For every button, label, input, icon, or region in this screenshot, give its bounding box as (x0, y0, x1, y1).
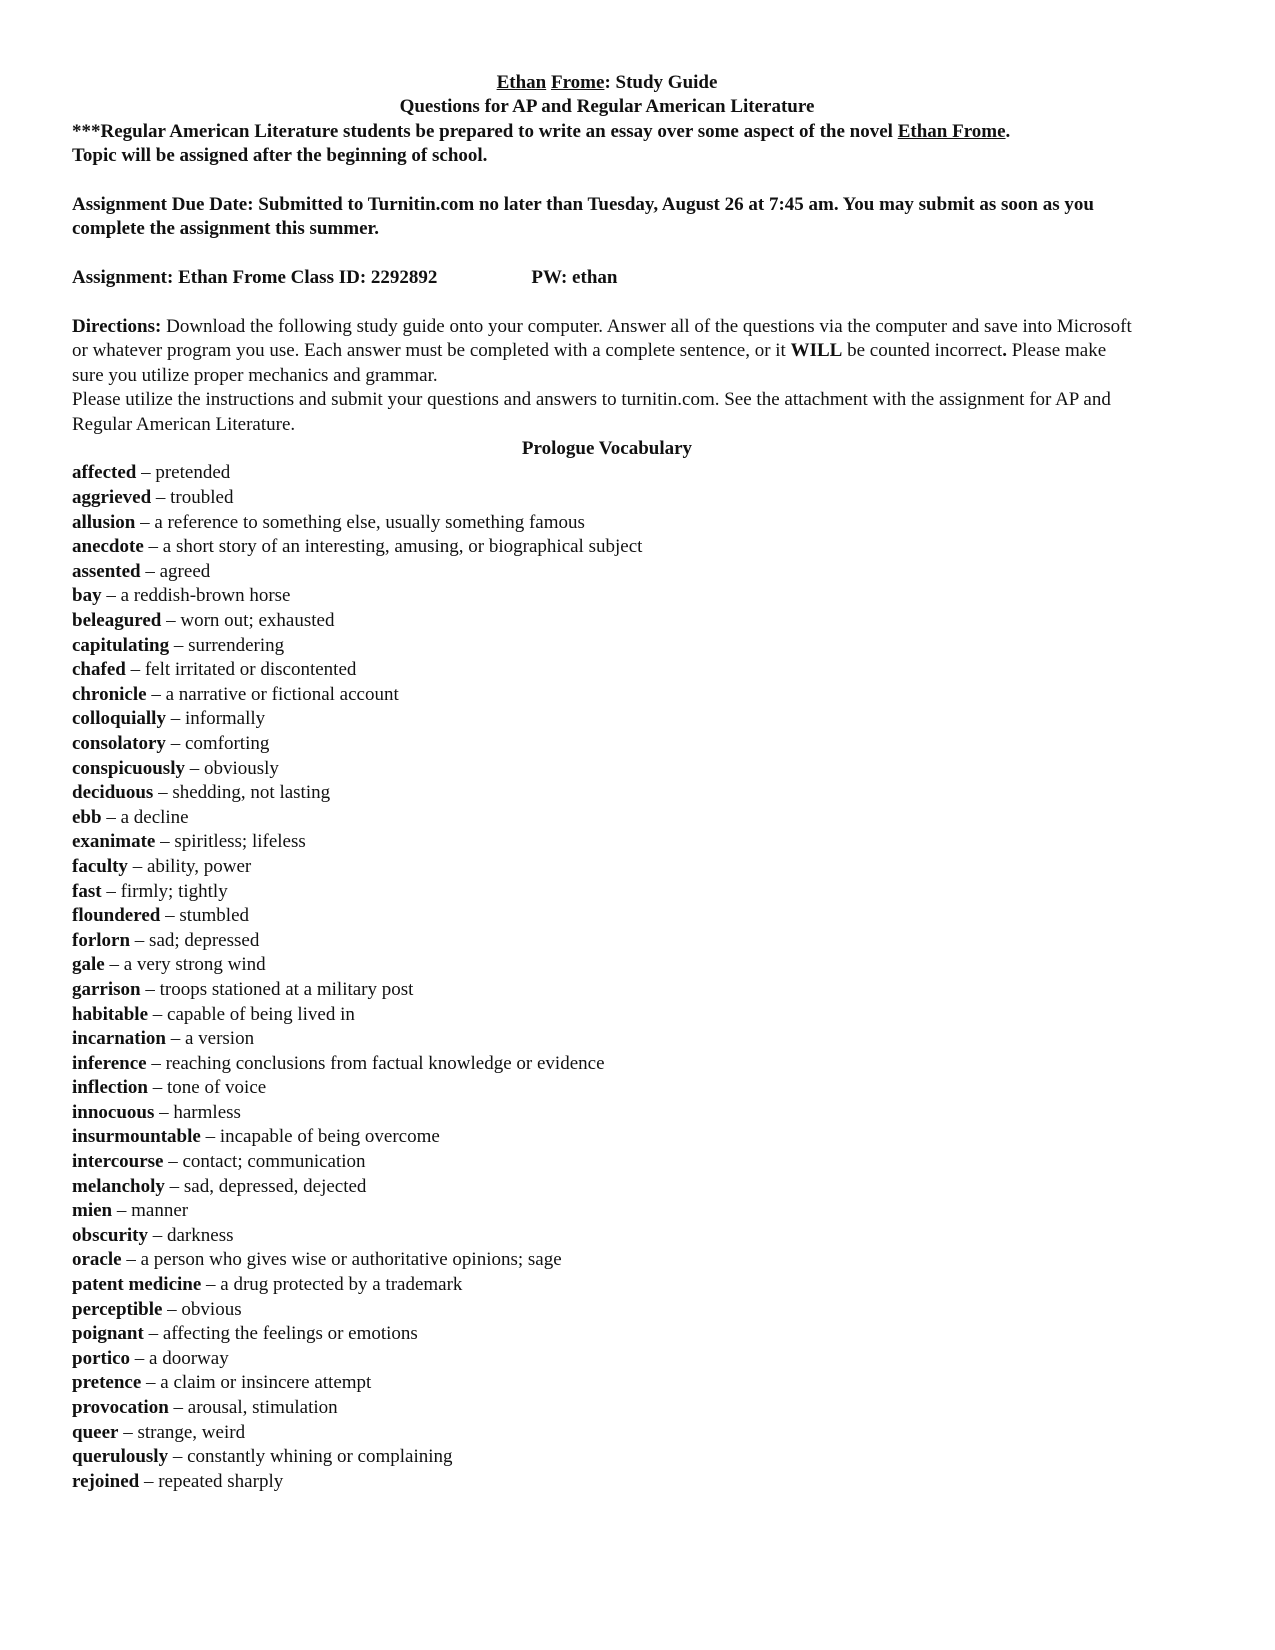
vocab-definition: felt irritated or discontented (144, 659, 357, 681)
vocab-definition: a short story of an interesting, amusing, or biographical subject (162, 536, 643, 558)
vocab-item (72, 609, 1142, 634)
vocab-item (72, 461, 1142, 486)
directions-label: Directions: (72, 316, 162, 338)
vocab-definition: obviously (203, 757, 279, 779)
vocab-word: gale (72, 954, 105, 976)
vocab-definition: shedding, not lasting (172, 782, 331, 804)
vocab-definition: strange, weird (137, 1421, 246, 1443)
vocab-word: oracle (72, 1249, 122, 1271)
vocab-dash: – (101, 585, 121, 607)
vocab-definition: obvious (181, 1298, 242, 1320)
vocab-definition: a narrative or fictional account (165, 683, 399, 705)
vocab-word: conspicuously (72, 757, 185, 779)
vocab-dash: – (139, 1470, 159, 1492)
vocab-definition: ability, power (146, 855, 252, 877)
title-book-word-1: Ethan (496, 72, 547, 93)
vocab-definition: troubled (170, 487, 234, 509)
vocab-dash: – (141, 1372, 161, 1394)
vocab-word: incarnation (72, 1028, 166, 1050)
regular-lit-note (72, 120, 1142, 169)
vocab-definition: informally (184, 708, 266, 730)
vocab-item (72, 1125, 1142, 1150)
vocab-definition: a version (184, 1028, 255, 1050)
vocab-item (72, 1421, 1142, 1446)
vocab-word: inference (72, 1052, 147, 1074)
vocab-item (72, 486, 1142, 511)
directions-will: WILL (790, 340, 843, 362)
vocab-dash: – (165, 732, 185, 754)
vocab-definition: constantly whining or complaining (187, 1446, 453, 1468)
vocab-item (72, 1101, 1142, 1126)
vocab-dash: – (155, 831, 175, 853)
vocab-definition: affecting the feelings or emotions (162, 1323, 418, 1345)
vocab-item (72, 1298, 1142, 1323)
assignment-password: PW: ethan (531, 267, 618, 289)
vocab-definition: pretended (155, 462, 231, 484)
vocab-dash: – (143, 536, 163, 558)
vocab-item (72, 806, 1142, 831)
vocab-item (72, 1445, 1142, 1470)
vocab-dash: – (143, 1323, 163, 1345)
vocab-dash: – (121, 1249, 141, 1271)
vocab-dash: – (112, 1200, 132, 1222)
vocab-dash: – (104, 954, 124, 976)
vocab-definition: a person who gives wise or authoritative opinions; sage (140, 1249, 562, 1271)
assignment-info (72, 266, 1142, 290)
vocab-item (72, 1003, 1142, 1028)
vocab-dash: – (169, 634, 189, 656)
directions-text-4: Please utilize the instructions and submit your questions and answers to turnitin.com. See the attachment with the assignment for AP and Regular American Literature. (72, 389, 1111, 435)
title-book-word-2: Frome (550, 72, 605, 93)
vocab-item (72, 1371, 1142, 1396)
vocab-dash: – (160, 905, 180, 927)
vocab-word: assented (72, 560, 141, 582)
vocab-definition: a reddish-brown horse (120, 585, 291, 607)
vocab-dash: – (101, 880, 121, 902)
vocab-item (72, 855, 1142, 880)
vocab-dash: – (148, 1224, 167, 1246)
vocab-item (72, 1150, 1142, 1175)
vocab-dash: – (127, 855, 147, 877)
vocab-definition: worn out; exhausted (180, 610, 335, 632)
vocab-word: rejoined (72, 1470, 140, 1492)
vocab-item (72, 1273, 1142, 1298)
vocab-word: chronicle (72, 683, 147, 705)
vocab-item (72, 830, 1142, 855)
vocab-item (72, 1076, 1142, 1101)
vocab-dash: – (130, 1347, 150, 1369)
vocab-word: forlorn (72, 929, 131, 951)
vocab-word: perceptible (72, 1298, 163, 1320)
vocab-word: exanimate (72, 831, 156, 853)
directions-text-1: Download the following study guide onto your computer. Answer all of the questions via the computer and save into Microsoft or whatever program you use. Each answer must be completed with a complete sentence, or it (72, 316, 1132, 362)
vocab-word: inflection (72, 1077, 148, 1099)
vocab-dash: – (163, 1151, 183, 1173)
vocab-dash: – (154, 1101, 174, 1123)
vocab-dash: – (130, 929, 150, 951)
vocab-item (72, 978, 1142, 1003)
vocab-word: innocuous (72, 1101, 155, 1123)
document-title (72, 71, 1142, 95)
document-page (72, 71, 1142, 1494)
vocab-definition: agreed (159, 560, 211, 582)
vocab-dash: – (201, 1274, 221, 1296)
note-line2: Topic will be assigned after the beginning of school. (72, 145, 488, 167)
vocab-definition: comforting (184, 732, 270, 754)
vocab-dash: – (161, 610, 181, 632)
vocab-item (72, 584, 1142, 609)
vocab-dash: – (153, 782, 173, 804)
vocab-definition: spiritless; lifeless (174, 831, 306, 853)
due-date (72, 193, 1142, 242)
vocab-definition: sad, depressed, dejected (183, 1175, 367, 1197)
note-book-title: Ethan Frome (897, 120, 1006, 142)
note-text: ***Regular American Literature students be prepared to write an essay over some aspect of the novel (72, 120, 898, 142)
vocab-definition: capable of being lived in (167, 1003, 355, 1025)
assignment-label: Assignment: Ethan Frome Class ID: 2292892 (72, 267, 438, 289)
vocab-word: pretence (72, 1372, 142, 1394)
vocab-definition: incapable of being overcome (219, 1126, 440, 1148)
vocab-item (72, 1470, 1142, 1495)
vocab-word: deciduous (72, 782, 154, 804)
vocab-word: intercourse (72, 1151, 164, 1173)
vocab-item (72, 658, 1142, 683)
document-subtitle (72, 95, 1142, 119)
vocab-word: chafed (72, 659, 126, 681)
vocab-dash: – (140, 978, 160, 1000)
vocab-item (72, 781, 1142, 806)
vocab-item (72, 880, 1142, 905)
vocab-dash: – (168, 1446, 188, 1468)
vocab-word: poignant (72, 1323, 144, 1345)
vocab-word: habitable (72, 1003, 149, 1025)
vocab-definition: sad; depressed (149, 929, 260, 951)
vocab-item (72, 707, 1142, 732)
vocab-dash: – (146, 1052, 166, 1074)
directions-text-2: be counted incorrect (842, 340, 1003, 362)
vocab-definition: a doorway (149, 1347, 229, 1369)
vocab-dash: – (148, 1077, 167, 1099)
vocab-definition: firmly; tightly (120, 880, 228, 902)
vocab-item (72, 1322, 1142, 1347)
vocab-item (72, 1199, 1142, 1224)
vocab-word: colloquially (72, 708, 166, 730)
vocab-item (72, 929, 1142, 954)
vocab-word: patent medicine (72, 1274, 202, 1296)
directions-period: . (1002, 340, 1007, 362)
vocab-item (72, 683, 1142, 708)
vocab-word: provocation (72, 1397, 169, 1419)
vocab-item (72, 1224, 1142, 1249)
vocab-word: melancholy (72, 1175, 165, 1197)
vocab-dash: – (101, 806, 121, 828)
vocab-definition: a claim or insincere attempt (160, 1372, 372, 1394)
vocab-word: portico (72, 1347, 131, 1369)
vocab-word: ebb (72, 806, 102, 828)
vocab-dash: – (140, 560, 160, 582)
vocab-definition: manner (131, 1200, 189, 1222)
vocab-word: floundered (72, 905, 161, 927)
vocab-word: allusion (72, 511, 136, 533)
vocab-item (72, 1175, 1142, 1200)
vocab-definition: darkness (167, 1224, 234, 1246)
vocab-definition: a drug protected by a trademark (220, 1274, 463, 1296)
vocab-word: consolatory (72, 732, 166, 754)
vocab-word: garrison (72, 978, 141, 1000)
vocab-item (72, 732, 1142, 757)
vocab-definition: troops stationed at a military post (159, 978, 414, 1000)
vocab-definition: arousal, stimulation (187, 1397, 338, 1419)
vocab-definition: contact; communication (182, 1151, 366, 1173)
vocab-definition: a decline (120, 806, 189, 828)
vocab-definition: reaching conclusions from factual knowledge or evidence (165, 1052, 605, 1074)
vocab-definition: tone of voice (167, 1077, 267, 1099)
vocab-item (72, 1027, 1142, 1052)
vocab-definition: a very strong wind (123, 954, 266, 976)
vocab-word: mien (72, 1200, 113, 1222)
vocab-word: faculty (72, 855, 128, 877)
vocab-definition: stumbled (179, 905, 250, 927)
vocab-dash: – (118, 1421, 138, 1443)
vocab-dash: – (184, 757, 204, 779)
vocab-item (72, 1052, 1142, 1077)
vocab-heading (72, 437, 1142, 461)
vocab-definition: a reference to something else, usually something famous (154, 511, 585, 533)
vocab-dash: – (164, 1175, 184, 1197)
vocab-word: insurmountable (72, 1126, 201, 1148)
due-date-text: Assignment Due Date: Submitted to Turnitin.com no later than Tuesday, August 26 at 7:45 am. You may submit as soon as you complete the assignment this summer. (72, 194, 1094, 240)
vocab-dash: – (125, 659, 145, 681)
vocab-item (72, 1396, 1142, 1421)
vocab-item (72, 953, 1142, 978)
vocab-item (72, 757, 1142, 782)
vocab-dash: – (165, 1028, 185, 1050)
vocab-word: capitulating (72, 634, 170, 656)
vocab-heading-text: Prologue Vocabulary (521, 438, 693, 460)
vocab-word: aggrieved (72, 487, 152, 509)
directions (72, 315, 1142, 437)
vocab-word: fast (72, 880, 102, 902)
vocab-word: obscurity (72, 1224, 148, 1246)
vocab-dash: – (165, 708, 185, 730)
vocab-dash: – (146, 683, 166, 705)
vocab-item (72, 535, 1142, 560)
vocab-word: bay (72, 585, 102, 607)
vocab-dash: – (168, 1397, 188, 1419)
title-rest: : Study Guide (604, 72, 718, 93)
vocab-dash: – (135, 511, 155, 533)
vocab-item (72, 904, 1142, 929)
vocab-definition: surrendering (188, 634, 285, 656)
vocab-item (72, 1347, 1142, 1372)
directions-text-3: Please make sure you utilize proper mechanics and grammar. (72, 340, 1107, 386)
vocab-dash: – (148, 1003, 168, 1025)
vocab-dash: – (200, 1126, 220, 1148)
vocab-item (72, 634, 1142, 659)
vocab-list (72, 461, 1142, 1494)
vocab-item (72, 560, 1142, 585)
subtitle-text: Questions for AP and Regular American Literature (399, 96, 815, 118)
vocab-word: anecdote (72, 536, 144, 558)
note-end: . (1005, 120, 1011, 142)
vocab-word: querulously (72, 1446, 169, 1468)
vocab-item (72, 511, 1142, 536)
vocab-dash: – (162, 1298, 182, 1320)
vocab-dash: – (151, 487, 171, 509)
vocab-definition: repeated sharply (158, 1470, 284, 1492)
vocab-definition: harmless (173, 1101, 241, 1123)
vocab-dash: – (136, 462, 156, 484)
vocab-item (72, 1248, 1142, 1273)
vocab-word: beleagured (72, 610, 162, 632)
vocab-word: affected (72, 462, 137, 484)
vocab-word: queer (72, 1421, 119, 1443)
